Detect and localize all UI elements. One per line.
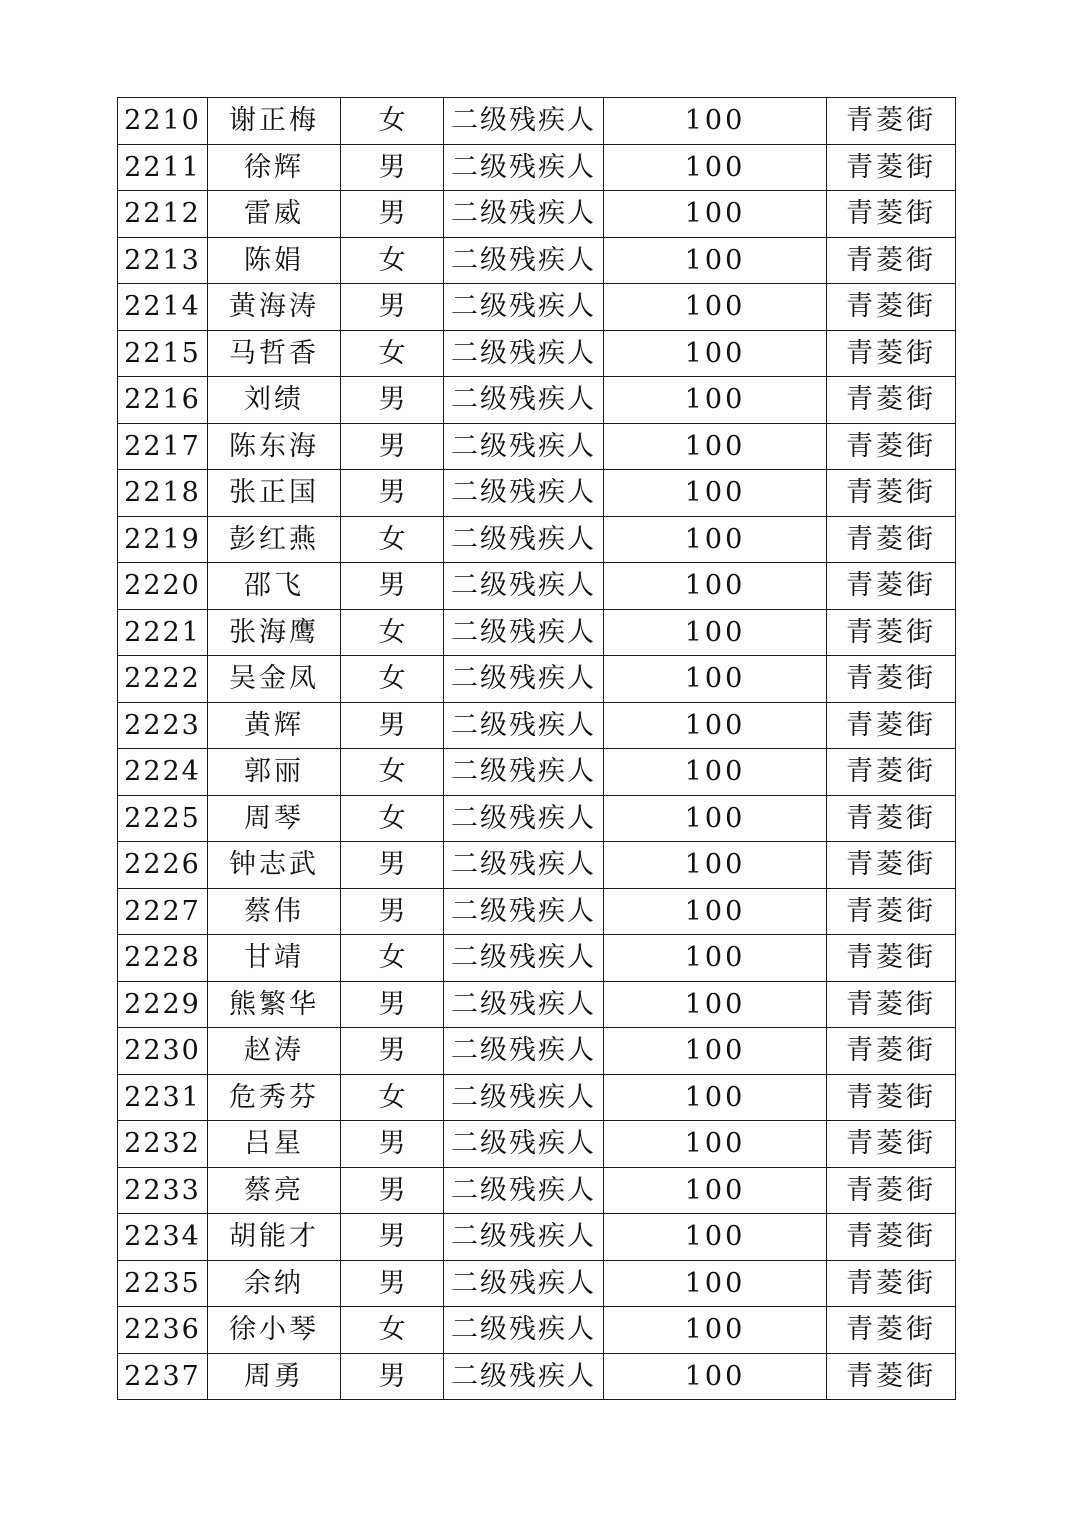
- amount-cell: 100: [604, 1307, 827, 1354]
- row-number-cell: 2218: [118, 470, 208, 517]
- street-cell: 青菱街: [827, 795, 956, 842]
- name-cell: 雷威: [208, 191, 341, 238]
- row-number-cell: 2229: [118, 981, 208, 1028]
- table-row: [118, 330, 956, 377]
- street-cell: 青菱街: [827, 377, 956, 424]
- gender-cell: 男: [341, 284, 444, 331]
- row-number-cell: 2221: [118, 609, 208, 656]
- name-cell: 钟志武: [208, 842, 341, 889]
- table-row: [118, 563, 956, 610]
- category-cell: 二级残疾人: [444, 237, 604, 284]
- amount-cell: 100: [604, 609, 827, 656]
- name-cell: 蔡亮: [208, 1167, 341, 1214]
- category-cell: 二级残疾人: [444, 1121, 604, 1168]
- amount-cell: 100: [604, 1260, 827, 1307]
- category-cell: 二级残疾人: [444, 1353, 604, 1400]
- table-row: [118, 609, 956, 656]
- name-cell: 蔡伟: [208, 888, 341, 935]
- street-cell: 青菱街: [827, 144, 956, 191]
- gender-cell: 女: [341, 1307, 444, 1354]
- roster-body: [118, 98, 956, 1400]
- street-cell: 青菱街: [827, 1121, 956, 1168]
- gender-cell: 女: [341, 516, 444, 563]
- category-cell: 二级残疾人: [444, 656, 604, 703]
- row-number-cell: 2224: [118, 749, 208, 796]
- amount-cell: 100: [604, 1214, 827, 1261]
- category-cell: 二级残疾人: [444, 470, 604, 517]
- row-number-cell: 2228: [118, 935, 208, 982]
- category-cell: 二级残疾人: [444, 563, 604, 610]
- table-row: [118, 749, 956, 796]
- gender-cell: 女: [341, 98, 444, 145]
- amount-cell: 100: [604, 842, 827, 889]
- street-cell: 青菱街: [827, 191, 956, 238]
- amount-cell: 100: [604, 888, 827, 935]
- name-cell: 徐小琴: [208, 1307, 341, 1354]
- category-cell: 二级残疾人: [444, 702, 604, 749]
- table-row: [118, 1214, 956, 1261]
- row-number-cell: 2226: [118, 842, 208, 889]
- row-number-cell: 2227: [118, 888, 208, 935]
- table-row: [118, 795, 956, 842]
- gender-cell: 女: [341, 330, 444, 377]
- gender-cell: 男: [341, 191, 444, 238]
- row-number-cell: 2210: [118, 98, 208, 145]
- name-cell: 郭丽: [208, 749, 341, 796]
- category-cell: 二级残疾人: [444, 1167, 604, 1214]
- street-cell: 青菱街: [827, 842, 956, 889]
- street-cell: 青菱街: [827, 749, 956, 796]
- row-number-cell: 2236: [118, 1307, 208, 1354]
- row-number-cell: 2237: [118, 1353, 208, 1400]
- table-row: [118, 888, 956, 935]
- name-cell: 刘绩: [208, 377, 341, 424]
- amount-cell: 100: [604, 98, 827, 145]
- name-cell: 徐辉: [208, 144, 341, 191]
- amount-cell: 100: [604, 423, 827, 470]
- table-row: [118, 1353, 956, 1400]
- table-row: [118, 656, 956, 703]
- amount-cell: 100: [604, 1121, 827, 1168]
- row-number-cell: 2215: [118, 330, 208, 377]
- name-cell: 周琴: [208, 795, 341, 842]
- name-cell: 黄海涛: [208, 284, 341, 331]
- row-number-cell: 2213: [118, 237, 208, 284]
- street-cell: 青菱街: [827, 284, 956, 331]
- row-number-cell: 2223: [118, 702, 208, 749]
- name-cell: 张海鹰: [208, 609, 341, 656]
- category-cell: 二级残疾人: [444, 888, 604, 935]
- amount-cell: 100: [604, 1074, 827, 1121]
- street-cell: 青菱街: [827, 98, 956, 145]
- row-number-cell: 2211: [118, 144, 208, 191]
- gender-cell: 男: [341, 1214, 444, 1261]
- gender-cell: 男: [341, 470, 444, 517]
- category-cell: 二级残疾人: [444, 191, 604, 238]
- gender-cell: 女: [341, 1074, 444, 1121]
- table-row: [118, 423, 956, 470]
- amount-cell: 100: [604, 470, 827, 517]
- category-cell: 二级残疾人: [444, 1074, 604, 1121]
- street-cell: 青菱街: [827, 888, 956, 935]
- row-number-cell: 2219: [118, 516, 208, 563]
- street-cell: 青菱街: [827, 609, 956, 656]
- gender-cell: 男: [341, 1260, 444, 1307]
- name-cell: 危秀芬: [208, 1074, 341, 1121]
- table-row: [118, 470, 956, 517]
- name-cell: 黄辉: [208, 702, 341, 749]
- amount-cell: 100: [604, 563, 827, 610]
- category-cell: 二级残疾人: [444, 1214, 604, 1261]
- row-number-cell: 2233: [118, 1167, 208, 1214]
- amount-cell: 100: [604, 981, 827, 1028]
- row-number-cell: 2230: [118, 1028, 208, 1075]
- table-row: [118, 842, 956, 889]
- gender-cell: 男: [341, 1121, 444, 1168]
- amount-cell: 100: [604, 516, 827, 563]
- gender-cell: 男: [341, 144, 444, 191]
- table-row: [118, 1028, 956, 1075]
- street-cell: 青菱街: [827, 981, 956, 1028]
- gender-cell: 男: [341, 1353, 444, 1400]
- amount-cell: 100: [604, 702, 827, 749]
- amount-cell: 100: [604, 191, 827, 238]
- gender-cell: 男: [341, 1167, 444, 1214]
- street-cell: 青菱街: [827, 1307, 956, 1354]
- row-number-cell: 2217: [118, 423, 208, 470]
- row-number-cell: 2220: [118, 563, 208, 610]
- gender-cell: 女: [341, 237, 444, 284]
- row-number-cell: 2212: [118, 191, 208, 238]
- table-row: [118, 1260, 956, 1307]
- gender-cell: 女: [341, 749, 444, 796]
- row-number-cell: 2231: [118, 1074, 208, 1121]
- name-cell: 陈娟: [208, 237, 341, 284]
- row-number-cell: 2216: [118, 377, 208, 424]
- amount-cell: 100: [604, 144, 827, 191]
- table-row: [118, 284, 956, 331]
- row-number-cell: 2222: [118, 656, 208, 703]
- gender-cell: 男: [341, 888, 444, 935]
- gender-cell: 女: [341, 935, 444, 982]
- street-cell: 青菱街: [827, 516, 956, 563]
- gender-cell: 女: [341, 609, 444, 656]
- table-row: [118, 935, 956, 982]
- category-cell: 二级残疾人: [444, 749, 604, 796]
- street-cell: 青菱街: [827, 1074, 956, 1121]
- name-cell: 张正国: [208, 470, 341, 517]
- street-cell: 青菱街: [827, 330, 956, 377]
- street-cell: 青菱街: [827, 935, 956, 982]
- name-cell: 熊繁华: [208, 981, 341, 1028]
- table-row: [118, 191, 956, 238]
- category-cell: 二级残疾人: [444, 144, 604, 191]
- amount-cell: 100: [604, 237, 827, 284]
- name-cell: 甘靖: [208, 935, 341, 982]
- street-cell: 青菱街: [827, 702, 956, 749]
- street-cell: 青菱街: [827, 563, 956, 610]
- gender-cell: 女: [341, 795, 444, 842]
- street-cell: 青菱街: [827, 423, 956, 470]
- amount-cell: 100: [604, 377, 827, 424]
- table-row: [118, 1167, 956, 1214]
- row-number-cell: 2235: [118, 1260, 208, 1307]
- category-cell: 二级残疾人: [444, 1028, 604, 1075]
- gender-cell: 女: [341, 656, 444, 703]
- name-cell: 吴金凤: [208, 656, 341, 703]
- amount-cell: 100: [604, 656, 827, 703]
- gender-cell: 男: [341, 981, 444, 1028]
- amount-cell: 100: [604, 1167, 827, 1214]
- category-cell: 二级残疾人: [444, 98, 604, 145]
- gender-cell: 男: [341, 563, 444, 610]
- table-row: [118, 237, 956, 284]
- category-cell: 二级残疾人: [444, 842, 604, 889]
- gender-cell: 男: [341, 423, 444, 470]
- row-number-cell: 2225: [118, 795, 208, 842]
- category-cell: 二级残疾人: [444, 609, 604, 656]
- street-cell: 青菱街: [827, 1167, 956, 1214]
- amount-cell: 100: [604, 330, 827, 377]
- amount-cell: 100: [604, 935, 827, 982]
- amount-cell: 100: [604, 1353, 827, 1400]
- gender-cell: 男: [341, 377, 444, 424]
- table-row: [118, 702, 956, 749]
- name-cell: 余纳: [208, 1260, 341, 1307]
- subsidy-roster-table: [117, 97, 956, 1400]
- category-cell: 二级残疾人: [444, 981, 604, 1028]
- category-cell: 二级残疾人: [444, 423, 604, 470]
- gender-cell: 男: [341, 842, 444, 889]
- name-cell: 谢正梅: [208, 98, 341, 145]
- name-cell: 马哲香: [208, 330, 341, 377]
- name-cell: 吕星: [208, 1121, 341, 1168]
- row-number-cell: 2234: [118, 1214, 208, 1261]
- amount-cell: 100: [604, 284, 827, 331]
- category-cell: 二级残疾人: [444, 1260, 604, 1307]
- category-cell: 二级残疾人: [444, 516, 604, 563]
- table-row: [118, 1121, 956, 1168]
- name-cell: 邵飞: [208, 563, 341, 610]
- amount-cell: 100: [604, 795, 827, 842]
- category-cell: 二级残疾人: [444, 1307, 604, 1354]
- gender-cell: 男: [341, 1028, 444, 1075]
- street-cell: 青菱街: [827, 656, 956, 703]
- table-row: [118, 98, 956, 145]
- category-cell: 二级残疾人: [444, 377, 604, 424]
- name-cell: 赵涛: [208, 1028, 341, 1075]
- table-row: [118, 144, 956, 191]
- category-cell: 二级残疾人: [444, 330, 604, 377]
- street-cell: 青菱街: [827, 1028, 956, 1075]
- name-cell: 胡能才: [208, 1214, 341, 1261]
- table-row: [118, 377, 956, 424]
- name-cell: 陈东海: [208, 423, 341, 470]
- category-cell: 二级残疾人: [444, 935, 604, 982]
- amount-cell: 100: [604, 749, 827, 796]
- category-cell: 二级残疾人: [444, 284, 604, 331]
- table-row: [118, 981, 956, 1028]
- row-number-cell: 2214: [118, 284, 208, 331]
- street-cell: 青菱街: [827, 237, 956, 284]
- category-cell: 二级残疾人: [444, 795, 604, 842]
- table-row: [118, 516, 956, 563]
- table-row: [118, 1307, 956, 1354]
- name-cell: 周勇: [208, 1353, 341, 1400]
- name-cell: 彭红燕: [208, 516, 341, 563]
- row-number-cell: 2232: [118, 1121, 208, 1168]
- table-row: [118, 1074, 956, 1121]
- street-cell: 青菱街: [827, 1260, 956, 1307]
- amount-cell: 100: [604, 1028, 827, 1075]
- gender-cell: 男: [341, 702, 444, 749]
- street-cell: 青菱街: [827, 470, 956, 517]
- street-cell: 青菱街: [827, 1214, 956, 1261]
- street-cell: 青菱街: [827, 1353, 956, 1400]
